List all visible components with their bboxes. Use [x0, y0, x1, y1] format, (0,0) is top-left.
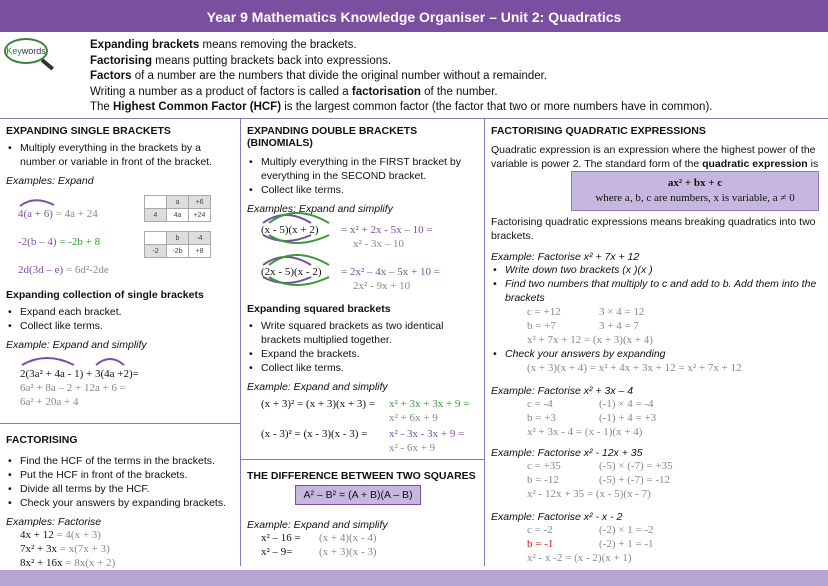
expr: 7x² + 3x [20, 543, 58, 555]
def-text: The [90, 101, 114, 113]
step: (-1) × 4 = -4 [599, 398, 654, 410]
bullet: • Divide all terms by the HCF. [20, 482, 234, 496]
step: b = -1 [527, 538, 554, 550]
def-term: Expanding brackets [90, 39, 200, 51]
def-term: factorisation [351, 85, 421, 98]
bullet: • Multiply everything in the brackets by a number or variable in front of the bracket. [20, 141, 234, 169]
arrow-arc-icon [20, 355, 130, 367]
squared-example-2-result: x² - 6x + 9 [389, 442, 436, 454]
heading-difference-squares: THE DIFFERENCE BETWEEN TWO SQUARES [247, 470, 476, 482]
double-example-1-step: = x² + 2x - 5x – 10 = [341, 224, 433, 236]
keyword-definitions [90, 38, 820, 116]
heading-factorising-quadratics: FACTORISING QUADRATIC EXPRESSIONS [491, 125, 706, 137]
bullet: • Write down two brackets (x )(x ) [505, 263, 819, 277]
grid-method-1 [144, 195, 211, 222]
examples-label: Example: Expand and simplify [247, 381, 388, 393]
dots-example-2-result: (x + 3)(x - 3) [319, 546, 377, 558]
expr: x² – 16 = [261, 532, 301, 544]
def-term: Highest Common Factor (HCF) [113, 101, 282, 113]
step: (-2) + 1 = -1 [599, 538, 654, 550]
def-text: Writing a number as a product of factors is called a [90, 85, 352, 98]
quadratic-definition [491, 143, 821, 171]
examples-label: Example: Expand and simplify [247, 519, 388, 531]
expr: 2d(3d – e) [18, 264, 64, 276]
step: x² + 7x + 12 = (x + 3)(x + 4) [527, 334, 653, 346]
bullet: • Expand the brackets. [261, 347, 479, 361]
expand-example-2 [18, 235, 100, 249]
squared-example-2-step: x² - 3x - 3x + 9 = [389, 428, 465, 440]
factorise-example-2 [20, 542, 110, 556]
step: x² - 12x + 35 = (x - 5)(x - 7) [527, 488, 651, 500]
grid-cell: +24 [189, 209, 211, 222]
step: c = -4 [527, 398, 553, 410]
bullet: • Check your answers by expanding [505, 347, 666, 361]
step: (-1) + 4 = +3 [599, 412, 657, 424]
double-example-1 [261, 223, 319, 237]
step: b = -12 [527, 474, 559, 486]
text: is [810, 158, 819, 170]
grid-cell: -4 [189, 232, 211, 245]
text: Quadratic expression is an expression where the highest power of the variable is power 2. The standard form of the [491, 144, 816, 170]
examples-label: Examples: Factorise [6, 516, 102, 528]
examples-label: Example: Expand and simplify [6, 339, 147, 351]
bullet: • Expand each bracket. [20, 305, 234, 319]
double-example-2-result: 2x² - 9x + 10 [353, 280, 411, 292]
expr: -2(b – 4) [18, 236, 57, 248]
bullet: • Multiply everything in the FIRST bracket by everything in the SECOND bracket. [261, 155, 478, 183]
section-factorising [0, 423, 240, 569]
footer-bar [0, 570, 828, 586]
expr: 4(a + 6) [18, 208, 53, 220]
collection-step-3: 6a² + 20a + 4 [20, 396, 79, 408]
heading-collection: Expanding collection of single brackets [6, 289, 204, 301]
examples-label: Examples: Expand [6, 175, 94, 187]
example-label: Example: Factorise x² - x - 2 [491, 511, 623, 523]
bullet: • Find two numbers that multiply to c and add to b. Add them into the brackets [505, 277, 819, 305]
dots-example-1-result: (x + 4)(x - 4) [319, 532, 377, 544]
grid-cell: a [167, 196, 189, 209]
grid-cell: 4a [167, 209, 189, 222]
expand-example-1 [18, 207, 98, 221]
keywords-magnifier-icon [4, 38, 60, 70]
bullet: • Collect like terms. [20, 319, 234, 333]
difference-squares-formula: A² – B² = (A + B)(A – B) [295, 485, 421, 505]
grid-cell: +8 [189, 245, 211, 258]
step: c = +35 [527, 460, 561, 472]
def-text: means putting brackets back into expressions. [151, 54, 392, 67]
result: = 8x(x + 2) [65, 557, 116, 569]
grid-cell: -2b [167, 245, 189, 258]
double-example-2: (2x - 5)(x - 2) [261, 266, 322, 278]
standard-form-box [571, 171, 819, 211]
result: = 6d²-2de [65, 264, 109, 276]
keywords-key: Key [6, 46, 22, 56]
result: = 4(x + 3) [56, 529, 101, 541]
def-text: is the largest common factor (the factor that two or more numbers have in common). [281, 101, 713, 113]
expr: 8x² + 16x [20, 557, 63, 569]
step: c = -2 [527, 524, 553, 536]
bullet: • Put the HCF in front of the brackets. [20, 468, 234, 482]
step: x² + 3x - 4 = (x - 1)(x + 4) [527, 426, 643, 438]
result: = -2b + 8 [59, 236, 101, 248]
bullet: • Write squared brackets as two identical brackets multiplied together. [261, 319, 479, 347]
def-term: Factors [90, 70, 132, 82]
arrow-arc-icon [18, 197, 58, 207]
factorise-example-1 [20, 528, 101, 542]
step: b = +7 [527, 320, 556, 332]
double-example-2-step: = 2x² – 4x – 5x + 10 = [341, 266, 440, 278]
step: x² - x -2 = (x - 2)(x + 1) [527, 552, 632, 564]
dots-example-1 [261, 531, 301, 545]
page-title: Year 9 Mathematics Knowledge Organiser – Unit 2: Quadratics [0, 0, 828, 32]
step: (-5) + (-7) = -12 [599, 474, 671, 486]
squared-example-2: (x - 3)² = (x - 3)(x - 3) = [261, 428, 368, 440]
def-text: of a number are the numbers that divide the original number without a remainder. [131, 70, 548, 82]
step: 3 + 4 = 7 [599, 320, 639, 332]
bullet: • Find the HCF of the terms in the brackets. [20, 454, 234, 468]
factorising-definition: Factorising quadratic expressions means breaking quadratics into two brackets. [491, 216, 816, 242]
step: b = +3 [527, 412, 556, 424]
section-difference-squares [241, 459, 484, 486]
example-label: Example: Factorise x² + 7x + 12 [491, 251, 640, 263]
collection-step-1: 2(3a² + 4a - 1) + 3(4a +2)= [20, 368, 139, 380]
squared-example-1: (x + 3)² = (x + 3)(x + 3) = [261, 398, 376, 410]
double-example-1-result: x² - 3x – 10 [353, 238, 404, 250]
heading-expanding-single: EXPANDING SINGLE BRACKETS [6, 125, 171, 137]
column-single-brackets [0, 118, 240, 569]
heading-factorising: FACTORISING [6, 434, 78, 446]
step: (x + 3)(x + 4) = x² + 4x + 3x + 12 = x² + 7x + 12 [527, 362, 742, 374]
expr: 4x + 12 [20, 529, 54, 541]
grid-cell: 4 [145, 209, 167, 222]
step: (-2) × 1 = -2 [599, 524, 654, 536]
example-label: Example: Factorise x² + 3x – 4 [491, 385, 634, 397]
step: (-5) × (-7) = +35 [599, 460, 673, 472]
result: = x(7x + 3) [59, 543, 110, 555]
factorise-example-3 [20, 556, 115, 570]
keywords-words: words [21, 46, 46, 56]
step: c = +12 [527, 306, 561, 318]
grid-cell: b [167, 232, 189, 245]
bullet: • Check your answers by expanding brackets. [20, 496, 234, 510]
example-label: Example: Factorise x² - 12x + 35 [491, 447, 643, 459]
expand-example-3 [18, 263, 109, 277]
result: = 4a + 24 [55, 208, 98, 220]
standard-form: ax² + bx + c [667, 177, 723, 189]
heading-expanding-double: EXPANDING DOUBLE BRACKETS (BINOMIALS) [247, 125, 418, 149]
def-text: means removing the brackets. [199, 39, 357, 51]
column-double-brackets [240, 118, 484, 566]
examples-label: Examples: Expand and simplify [247, 203, 393, 215]
grid-method-2 [144, 231, 211, 258]
def-text: of the number. [420, 85, 498, 98]
squared-example-1-step: x² + 3x + 3x + 9 = [389, 398, 470, 410]
bullet: • Collect like terms. [261, 183, 478, 197]
heading-squared: Expanding squared brackets [247, 303, 391, 315]
expr: (x - 5)(x + 2) [261, 224, 319, 236]
grid-cell: +6 [189, 196, 211, 209]
def-term: Factorising [90, 54, 152, 67]
term: quadratic expression [702, 158, 808, 170]
collection-step-2: 6a² + 8a – 2 + 12a + 6 = [20, 382, 127, 394]
standard-form-note: where a, b, c are numbers, x is variable, a ≠ 0 [595, 192, 795, 204]
step: 3 × 4 = 12 [599, 306, 645, 318]
bullet: • Collect like terms. [261, 361, 479, 375]
grid-cell: -2 [145, 245, 167, 258]
dots-example-2: x² – 9= [261, 546, 293, 558]
squared-example-1-result: x² + 6x + 9 [389, 412, 438, 424]
column-factorising-quadratics [484, 118, 828, 566]
